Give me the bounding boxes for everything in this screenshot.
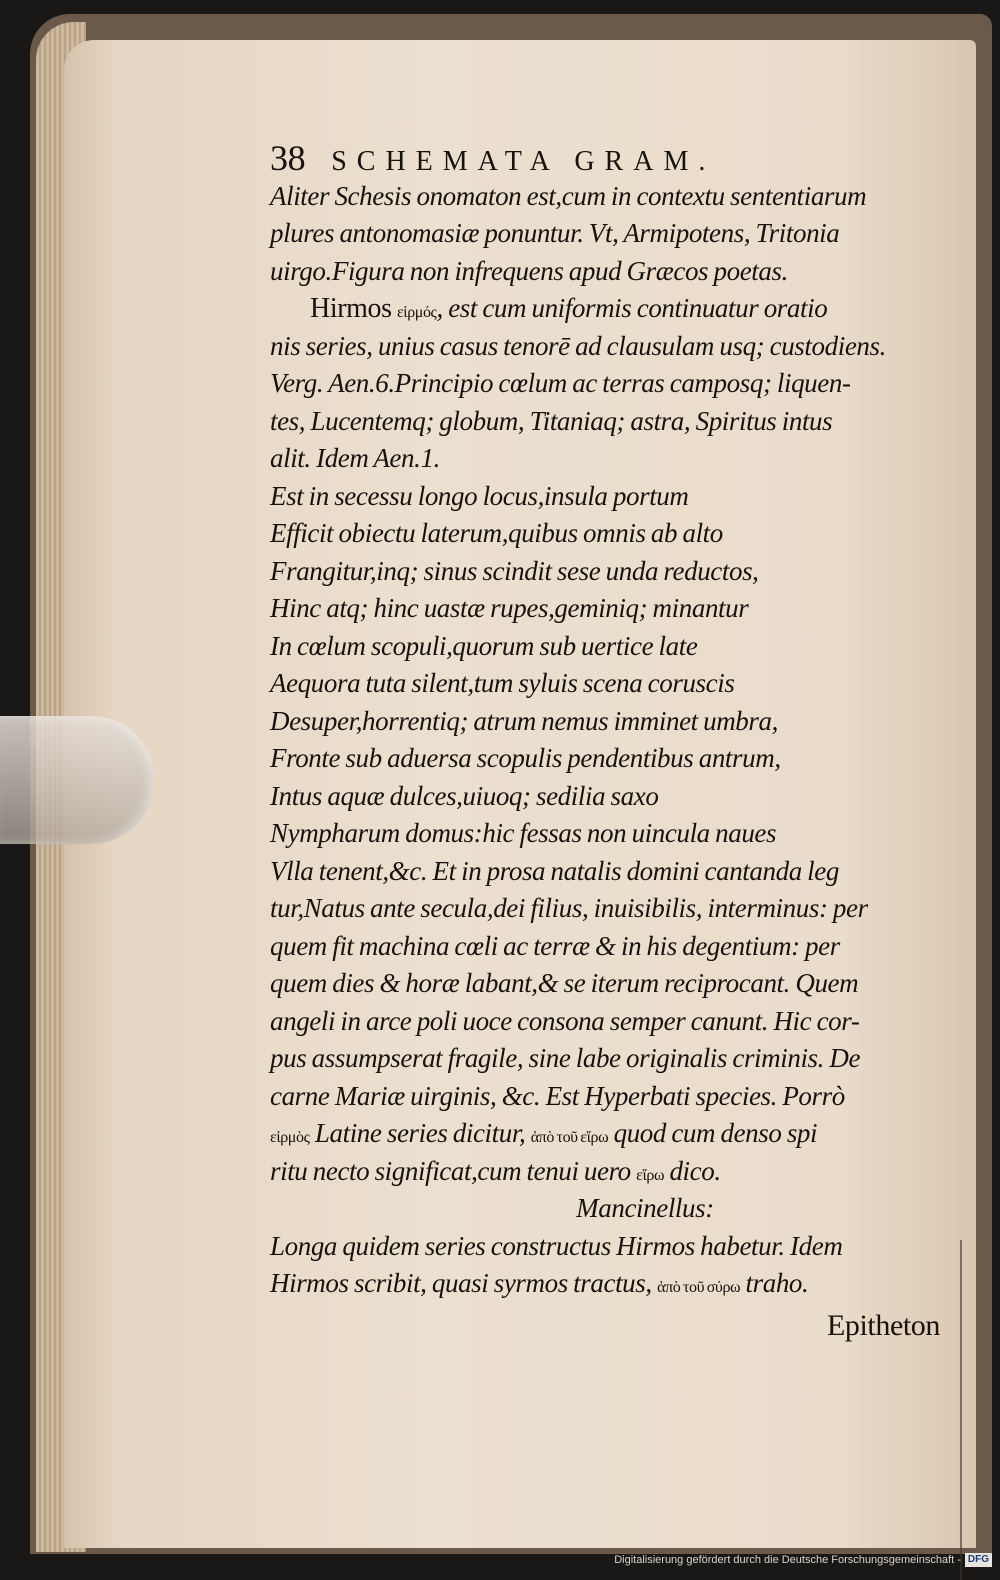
greek-line <box>270 1265 940 1303</box>
text-fragment: quod cum denso spi <box>608 1118 818 1148</box>
text-line: quem dies & horæ labant,& se iterum reciprocant. Quem <box>270 968 859 998</box>
text-line: Aliter Schesis onomaton est,cum in contextu sententiarum <box>270 180 867 211</box>
text-fragment: Latine series dicitur, <box>309 1118 531 1148</box>
greek-word: ἀπὸ τοῦ εἴρω <box>530 1129 609 1146</box>
text-line: angeli in arce poli uoce consona semper canunt. Hic cor- <box>270 1005 860 1036</box>
page-text <box>270 140 940 1344</box>
text-line: pus assumpserat fragile, sine labe originalis criminis. De <box>270 1043 861 1073</box>
greek-word: εἱρμὸς <box>270 1129 310 1146</box>
text-line: alit. Idem Aen.1. <box>270 443 440 473</box>
text-fragment: ritu necto significat,cum tenui uero <box>270 1155 637 1186</box>
dfg-logo: DFG <box>965 1553 992 1567</box>
text-line: tur,Natus ante secula,dei filius, inuisibilis, interminus: per <box>270 893 868 923</box>
text-line: Vlla tenent,&c. Et in prosa natalis domini cantanda leg <box>270 855 839 886</box>
verse-line: Efficit obiectu laterum,quibus omnis ab alto <box>270 518 723 548</box>
verse-line: Frangitur,inq; sinus scindit sese unda reductos, <box>270 555 759 586</box>
citation-heading: Mancinellus: <box>576 1193 714 1223</box>
hirmos-word: Hirmos <box>310 293 392 324</box>
digitization-credit <box>614 1552 992 1568</box>
text-fragment: dico. <box>664 1155 721 1186</box>
verse-line: Est in secessu longo locus,insula portum <box>270 480 689 511</box>
page-clip <box>0 716 155 844</box>
text-line: plures antonomasiæ ponuntur. Vt, Armipotens, Tritonia <box>270 218 840 248</box>
verse-line: Hinc atq; hinc uastæ rupes,geminiq; minantur <box>270 593 749 623</box>
page-header <box>270 140 940 178</box>
text-line: Longa quidem series constructus Hirmos habetur. Idem <box>270 1230 843 1261</box>
text-line: nis series, unius casus tenorē ad clausulam usq; custodiens. <box>270 330 886 361</box>
verse-line: Fronte sub aduersa scopulis pendentibus antrum, <box>270 743 781 773</box>
page-number: 38 <box>270 138 306 178</box>
catchword: Epitheton <box>826 1308 940 1342</box>
text-line: carne Mariæ uirginis, &c. Est Hyperbati species. Porrò <box>270 1080 845 1111</box>
verse-line: Desuper,horrentiq; atrum nemus imminet umbra, <box>270 705 778 736</box>
verse-line: Aequora tuta silent,tum syluis scena coruscis <box>270 668 735 698</box>
greek-word: εἱρμός <box>396 304 437 321</box>
text-line: tes, Lucentemq; globum, Titaniaq; astra, Spiritus intus <box>270 405 833 436</box>
credit-text: Digitalisierung gefördert durch die Deutsche Forschungsgemeinschaft - <box>614 1554 961 1566</box>
greek-line <box>270 1153 940 1191</box>
text-line: Verg. Aen.6.Principio cœlum ac terras camposq; liquen- <box>270 368 851 398</box>
text-fragment: , est cum uniformis continuatur oratio <box>436 293 828 323</box>
text-line: uirgo.Figura non infrequens apud Græcos poetas. <box>270 255 788 286</box>
page-gutter-shadow <box>960 1240 962 1580</box>
verse-line: Nympharum domus:hic fessas non uincula naues <box>270 818 777 848</box>
running-head: SCHEMATA GRAM. <box>331 146 716 177</box>
greek-word: ἀπὸ τοῦ σύρω <box>657 1279 741 1296</box>
greek-word: εἴρω <box>636 1166 665 1184</box>
greek-line <box>270 1115 940 1153</box>
hirmos-line <box>270 290 940 328</box>
verse-line: In cœlum scopuli,quorum sub uertice late <box>270 630 698 661</box>
text-line: quem fit machina cœli ac terræ & in his degentium: per <box>270 930 840 961</box>
text-fragment: Hirmos scribit, quasi syrmos tractus, <box>270 1268 658 1298</box>
text-fragment: traho. <box>740 1268 809 1298</box>
verse-line: Intus aquæ dulces,uiuoq; sedilia saxo <box>270 780 659 811</box>
